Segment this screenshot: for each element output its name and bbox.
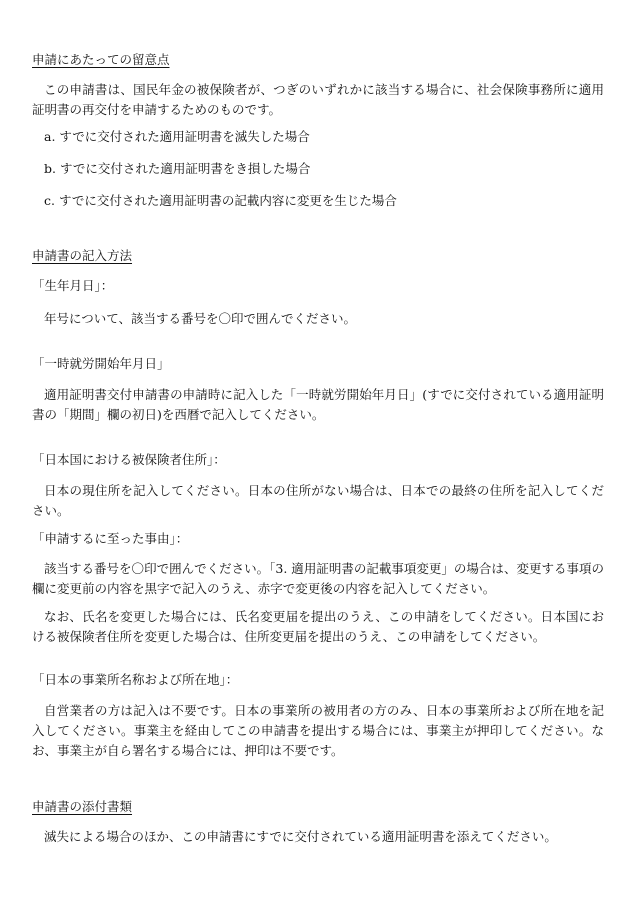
birth-text: 年号について、該当する番号を〇印で囲んでください。	[44, 311, 357, 326]
attachments-text: 滅失による場合のほか、この申請書にすでに交付されている適用証明書を添えてください。	[44, 829, 557, 844]
notes-intro: この申請書は、国民年金の被保険者が、つぎのいずれかに該当する場合に、社会保険事務所に適用証明書の再交付を申請するためのものです。	[32, 82, 604, 117]
temp-work-text: 適用証明書交付申請書の申請時に記入した「一時就労開始年月日」(すでに交付されている適用証明書の「期間」欄の初日)を西暦で記入してください。	[32, 387, 604, 422]
reason-text-1: 該当する番号を〇印で囲んでください。「3. 適用証明書の記載事項変更」の場合は、変更する事項の欄に変更前の内容を黒字で記入のうえ、赤字で変更後の内容を記入してください。	[32, 561, 604, 596]
temp-work-label: 「一時就労開始年月日」	[32, 356, 170, 371]
notes-item-c: c. すでに交付された適用証明書の記載内容に変更を生じた場合	[44, 193, 397, 208]
reason-label: 「申請するに至った事由」：	[32, 531, 189, 546]
office-label: 「日本の事業所名称および所在地」：	[32, 672, 239, 687]
birth-label: 「生年月日」：	[32, 278, 114, 293]
notes-heading: 申請にあたっての留意点	[32, 52, 170, 67]
notes-item-b: b. すでに交付された適用証明書をき損した場合	[44, 161, 311, 176]
howto-heading: 申請書の記入方法	[32, 248, 133, 263]
address-label: 「日本国における被保険者住所」：	[32, 452, 226, 467]
office-text: 自営業者の方は記入は不要です。日本の事業所の被用者の方のみ、日本の事業所および所在地を記入してください。事業主を経由してこの申請書を提出する場合には、事業主が押印してください。なお、事業主が自ら署名する場合には、押印は不要です。	[32, 703, 604, 758]
address-text: 日本の現住所を記入してください。日本の住所がない場合は、日本での最終の住所を記入してください。	[32, 483, 604, 518]
reason-text-2: なお、氏名を変更した場合には、氏名変更届を提出のうえ、この申請をしてください。日本国における被保険者住所を変更した場合は、住所変更届を提出のうえ、この申請をしてください。	[32, 609, 604, 644]
attachments-heading: 申請書の添付書類	[32, 799, 133, 814]
notes-item-a: a. すでに交付された適用証明書を滅失した場合	[44, 129, 310, 144]
